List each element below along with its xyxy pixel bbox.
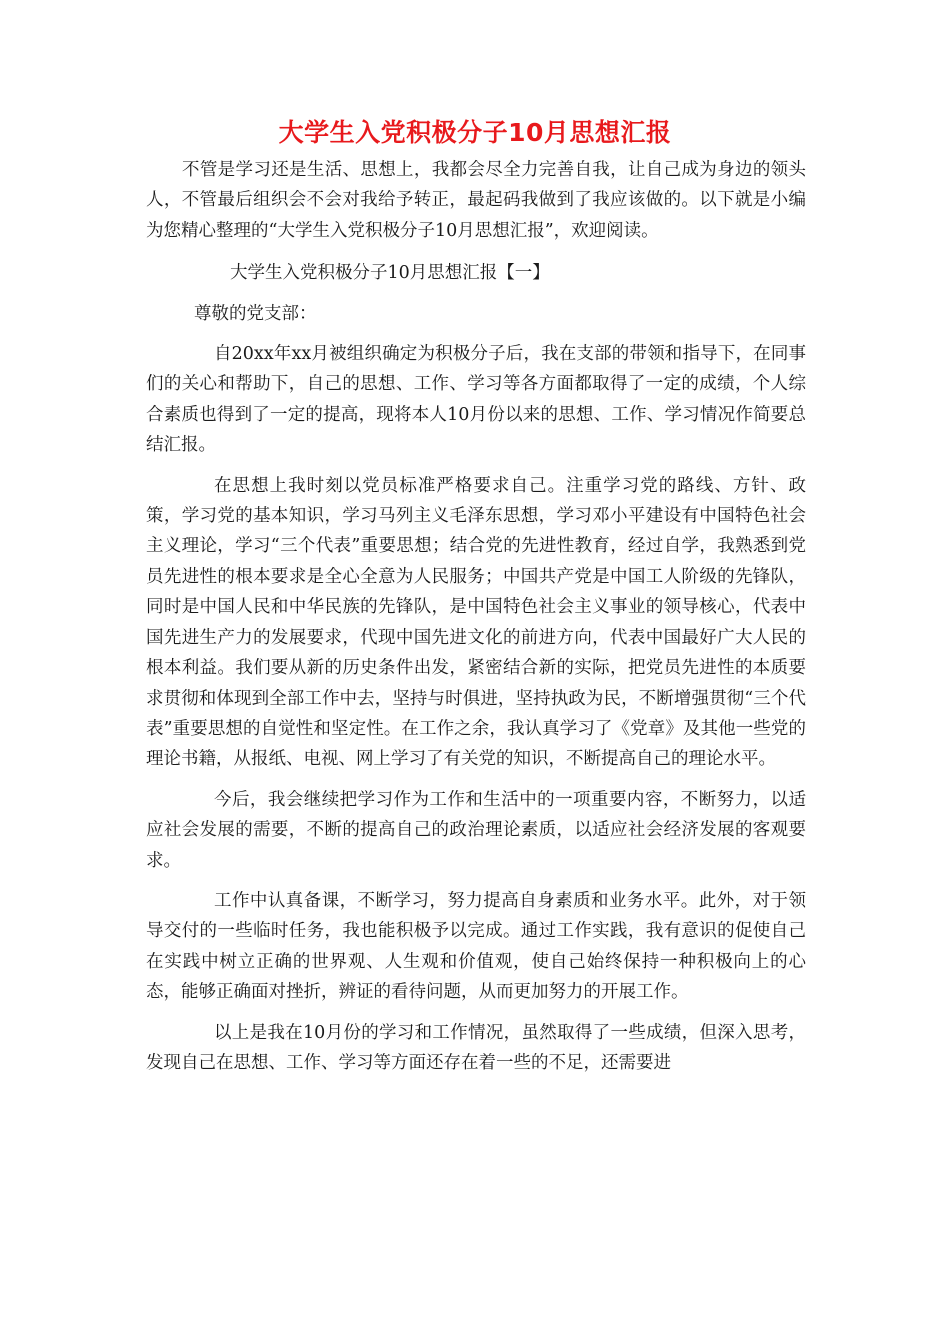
intro-paragraph: 不管是学习还是生活、思想上，我都会尽全力完善自我，让自己成为身边的领头人，不管最后组织会不会对我给予转正，最起码我做到了我应该做的。以下就是小编为您精心整理的“大学生入党积极分子10月思想汇报”，欢迎阅读。 — [146, 160, 806, 241]
body-paragraph-2: 在思想上我时刻以党员标准严格要求自己。注重学习党的路线、方针、政策，学习党的基本知识，学习马列主义毛泽东思想，学习邓小平建设有中国特色社会主义理论，学习“三个代表”重要思想；结合党的先进性教育，经过自学，我熟悉到党员先进性的根本要求是全心全意为人民服务；中国共产党是中国工人阶级的先锋队，同时是中国人民和中华民族的先锋队，是中国特色社会主义事业的领导核心，代表中国先进生产力的发展要求，代现中国先进文化的前进方向，代表中国最好广大人民的根本利益。我们要从新的历史条件出发，紧密结合新的实际，把党员先进性的本质要求贯彻和体现到全部工作中去，坚持与时俱进，坚持执政为民，不断增强贯彻“三个代表”重要思想的自觉性和坚定性。在工作之余，我认真学习了《党章》及其他一些党的理论书籍，从报纸、电视、网上学习了有关党的知识，不断提高自己的理论水平。 — [146, 475, 806, 770]
section-title: 大学生入党积极分子10月思想汇报【一】 — [230, 263, 550, 284]
document-title: 大学生入党积极分子10月思想汇报 — [278, 118, 672, 147]
document-body — [146, 155, 806, 1078]
body-paragraph-5: 以上是我在10月份的学习和工作情况，虽然取得了一些成绩，但深入思考，发现自己在思想、工作、学习等方面还存在着一些的不足，还需要进 — [146, 1022, 806, 1073]
body-paragraph-3: 今后，我会继续把学习作为工作和生活中的一项重要内容，不断努力，以适应社会发展的需要，不断的提高自己的政治理论素质，以适应社会经济发展的客观要求。 — [146, 789, 806, 871]
body-paragraph-1: 自20xx年xx月被组织确定为积极分子后，我在支部的带领和指导下，在同事们的关心和帮助下，自己的思想、工作、学习等各方面都取得了一定的成绩，个人综合素质也得到了一定的提高，现将本人10月份以来的思想、工作、学习情况作简要总结汇报。 — [146, 344, 806, 456]
salutation: 尊敬的党支部： — [194, 303, 317, 324]
body-paragraph-4: 工作中认真备课，不断学习，努力提高自身素质和业务水平。此外，对于领导交付的一些临时任务，我也能积极予以完成。通过工作实践，我有意识的促使自己在实践中树立正确的世界观、人生观和价值观，使自己始终保持一种积极向上的心态，能够正确面对挫折，辨证的看待问题，从而更加努力的开展工作。 — [146, 890, 806, 1003]
